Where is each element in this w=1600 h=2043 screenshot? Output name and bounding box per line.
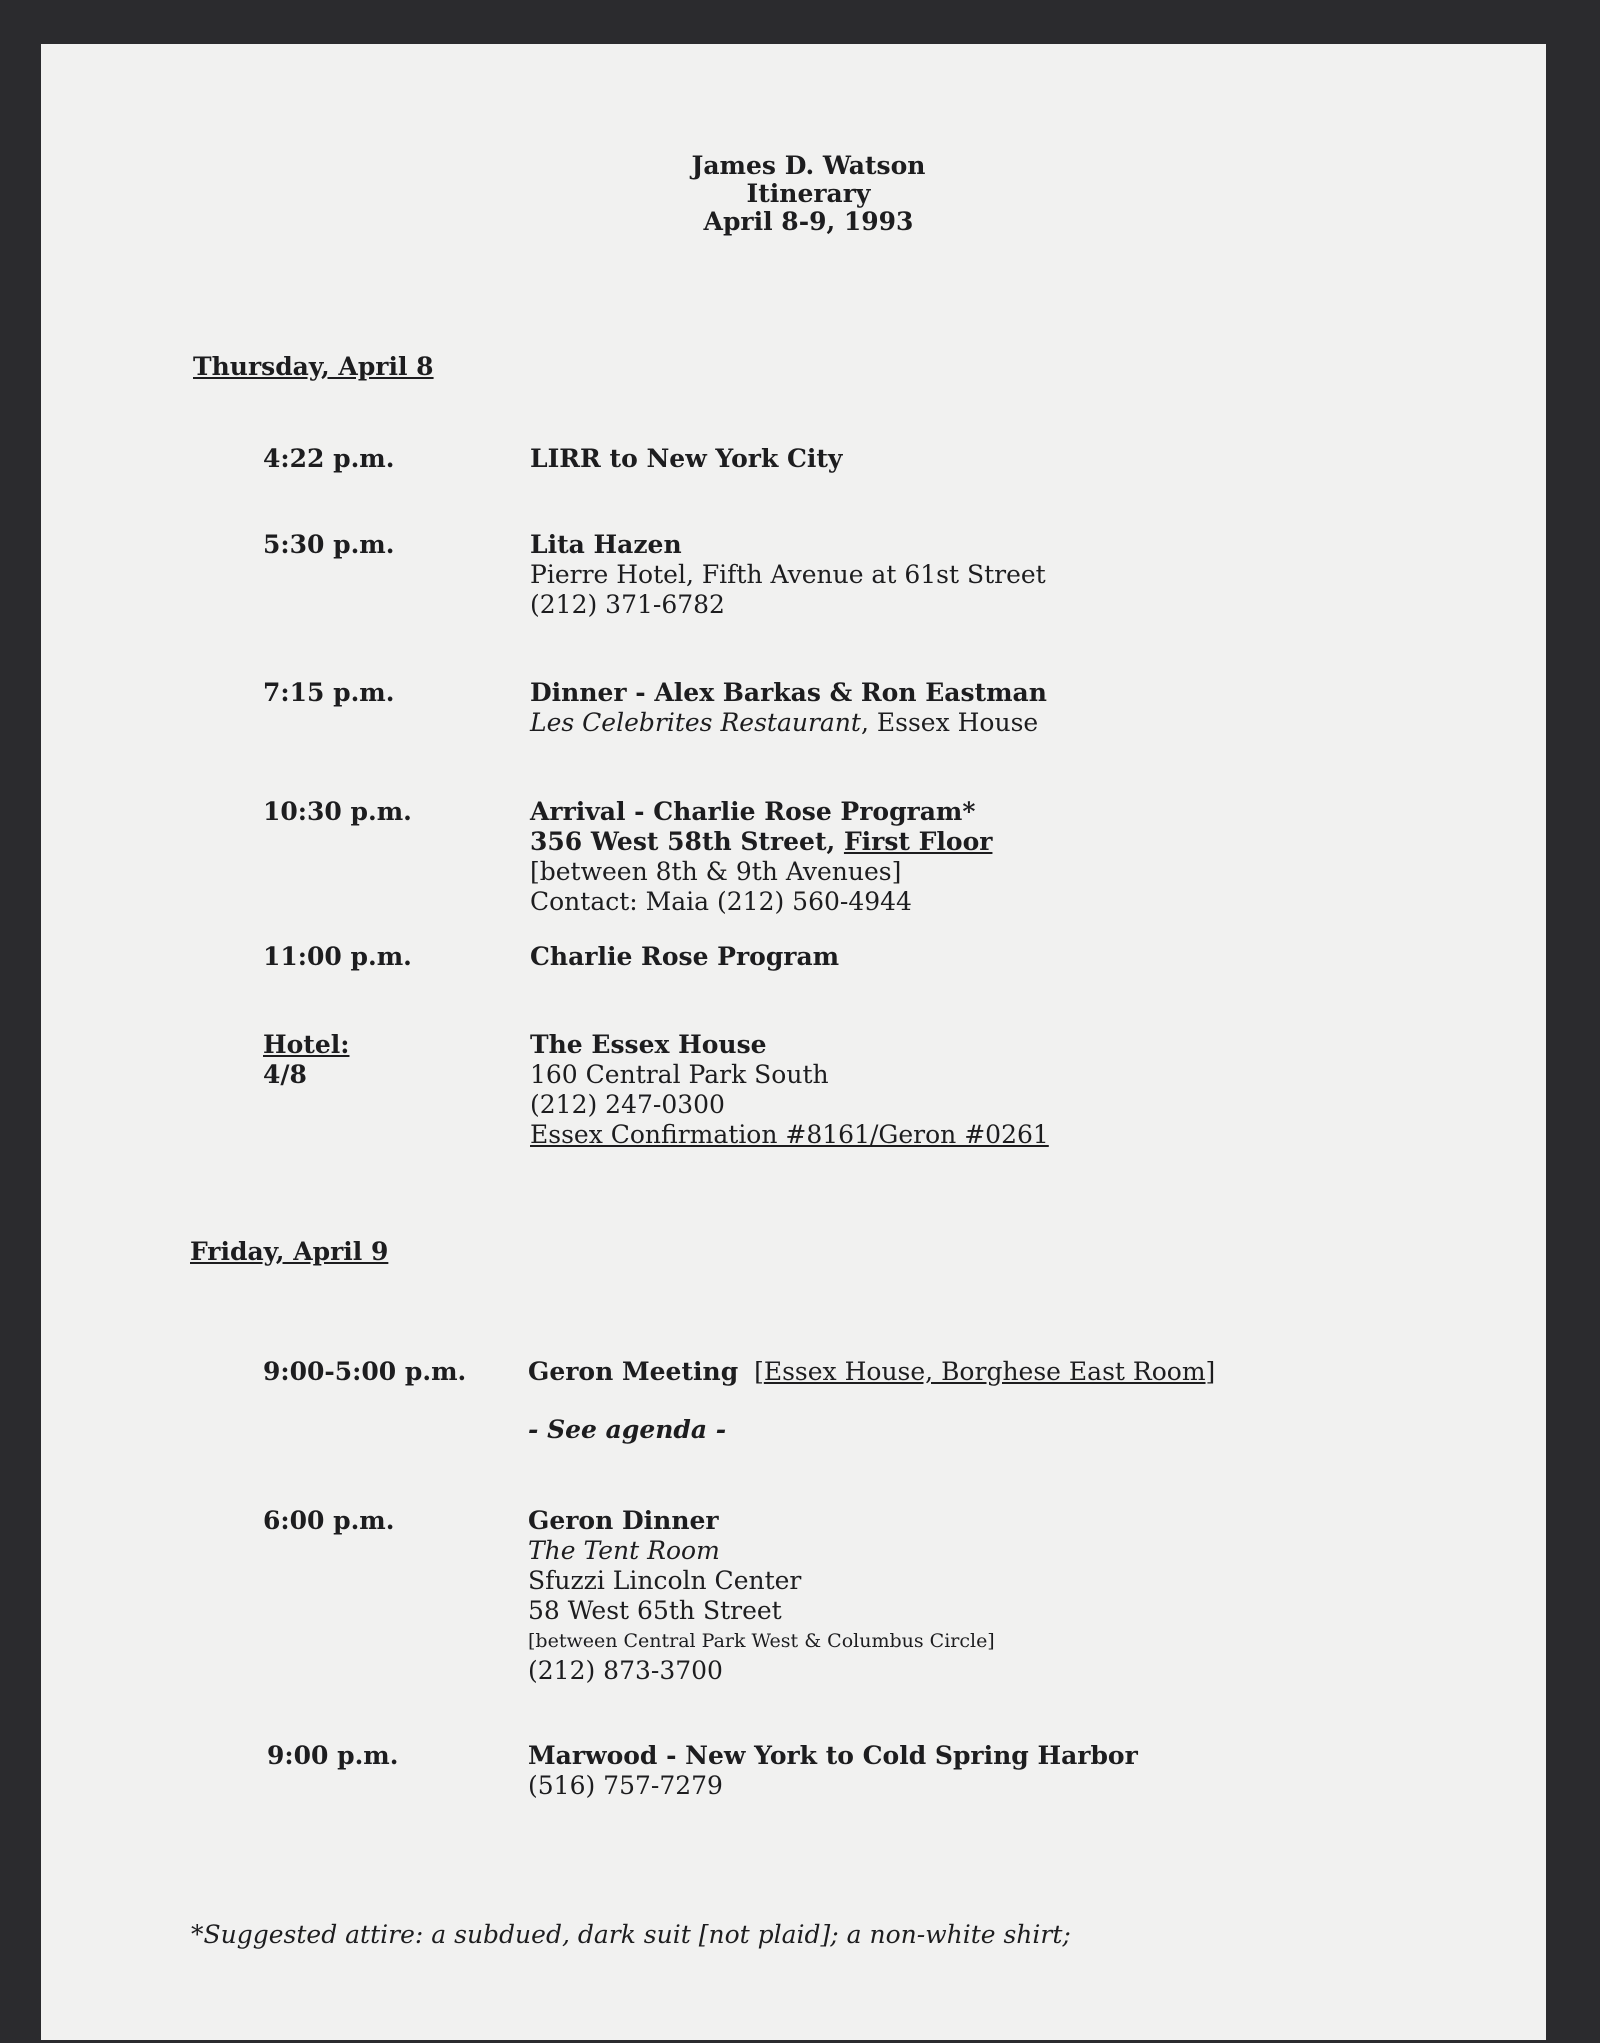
entry-geron-meeting bbox=[528, 1357, 1215, 1445]
entry-line: Sfuzzi Lincoln Center bbox=[528, 1566, 802, 1595]
entry-title-line bbox=[528, 1357, 1215, 1387]
hotel-label: Hotel: bbox=[263, 1030, 350, 1059]
entry-title: Lita Hazen bbox=[530, 530, 682, 559]
document-page bbox=[41, 44, 1546, 2040]
entry-time: 6:00 p.m. bbox=[263, 1506, 395, 1535]
venue-name: Les Celebrites Restaurant bbox=[530, 708, 861, 737]
entry-line: 160 Central Park South bbox=[530, 1060, 829, 1089]
header-title: Itinerary bbox=[746, 179, 871, 208]
attire-footnote: *Suggested attire: a subdued, dark suit [not plaid]; a non-white shirt; bbox=[191, 1920, 1071, 1949]
entry-arrival bbox=[530, 797, 992, 917]
hotel-label-block bbox=[263, 1030, 349, 1090]
entry-venue-line bbox=[530, 708, 1047, 738]
hotel-date: 4/8 bbox=[263, 1060, 307, 1089]
entry-line: [between 8th & 9th Avenues] bbox=[530, 857, 902, 886]
entry-title: Geron Meeting bbox=[528, 1357, 739, 1386]
entry-phone: (212) 247-0300 bbox=[530, 1090, 725, 1119]
entry-time: 10:30 p.m. bbox=[263, 797, 412, 826]
entry-geron-dinner bbox=[528, 1506, 995, 1686]
venue-rest: , Essex House bbox=[860, 708, 1039, 737]
document-header bbox=[41, 152, 1576, 236]
entry-lirr bbox=[530, 444, 842, 474]
entry-contact: Contact: Maia (212) 560-4944 bbox=[530, 887, 912, 916]
header-name: James D. Watson bbox=[691, 151, 926, 180]
entry-title: The Essex House bbox=[530, 1030, 767, 1059]
friday-heading: Friday, April 9 bbox=[190, 1237, 389, 1266]
entry-time: 9:00 p.m. bbox=[267, 1741, 399, 1770]
entry-dinner bbox=[530, 678, 1047, 738]
entry-phone: (212) 371-6782 bbox=[530, 590, 725, 619]
location-open: [ bbox=[754, 1357, 764, 1386]
entry-address: 356 West 58th Street, bbox=[530, 827, 836, 856]
entry-title: Arrival - Charlie Rose Program* bbox=[530, 797, 976, 826]
entry-phone: (212) 873-3700 bbox=[528, 1656, 723, 1685]
entry-hotel bbox=[530, 1030, 1049, 1150]
entry-directions: [between Central Park West & Columbus Circle] bbox=[528, 1630, 995, 1652]
entry-charlie-rose bbox=[530, 942, 839, 972]
entry-title: Geron Dinner bbox=[528, 1506, 719, 1535]
entry-title: Charlie Rose Program bbox=[530, 942, 840, 971]
entry-location: Essex House, Borghese East Room bbox=[763, 1357, 1206, 1386]
entry-time: 7:15 p.m. bbox=[263, 678, 395, 707]
entry-title: Dinner - Alex Barkas & Ron Eastman bbox=[530, 678, 1047, 707]
hotel-confirmation: Essex Confirmation #8161/Geron #0261 bbox=[530, 1120, 1049, 1149]
entry-time: 4:22 p.m. bbox=[263, 444, 395, 473]
entry-floor: First Floor bbox=[843, 827, 993, 856]
entry-time: 5:30 p.m. bbox=[263, 530, 395, 559]
location-close: ] bbox=[1205, 1357, 1216, 1386]
entry-line: Pierre Hotel, Fifth Avenue at 61st Street bbox=[530, 560, 1046, 589]
entry-lita-hazen bbox=[530, 530, 1046, 620]
entry-time: 9:00-5:00 p.m. bbox=[263, 1357, 467, 1386]
entry-room: The Tent Room bbox=[528, 1536, 720, 1565]
entry-title: Marwood - New York to Cold Spring Harbor bbox=[528, 1741, 1138, 1770]
entry-phone: (516) 757-7279 bbox=[528, 1771, 723, 1800]
agenda-note: - See agenda - bbox=[528, 1415, 727, 1444]
entry-marwood bbox=[528, 1741, 1138, 1801]
entry-title: LIRR to New York City bbox=[530, 444, 843, 473]
entry-address-line bbox=[530, 827, 992, 857]
entry-line: 58 West 65th Street bbox=[528, 1596, 782, 1625]
entry-time: 11:00 p.m. bbox=[263, 942, 412, 971]
thursday-heading: Thursday, April 8 bbox=[193, 352, 434, 381]
header-dates: April 8-9, 1993 bbox=[703, 207, 914, 236]
